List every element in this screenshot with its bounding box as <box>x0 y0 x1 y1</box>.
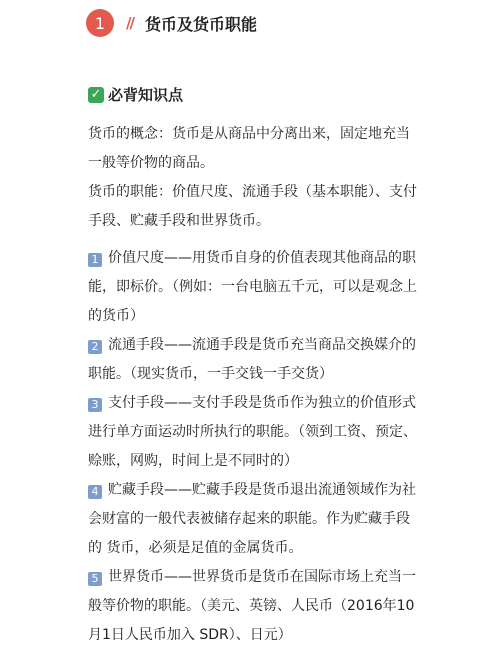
number-4-icon: 4 <box>88 485 102 499</box>
list-item-text: 世界货币——世界货币是货币在国际市场上充当一般等价物的职能。（美元、英镑、人民币（2016年10月1日人民币加入 SDR）、日元） <box>88 569 416 643</box>
list-item <box>88 563 418 650</box>
concept-paragraph: 货币的概念：货币是从商品中分离出来，固定地充当一般等价物的商品。 <box>88 126 410 171</box>
list-item <box>88 476 418 563</box>
slash-divider: // <box>126 14 133 32</box>
list-item <box>88 331 418 389</box>
list-item <box>88 244 418 331</box>
number-5-icon: 5 <box>88 572 102 586</box>
list-item <box>88 389 418 476</box>
list-item-text: 贮藏手段——贮藏手段是货币退出流通领域作为社会财富的一般代表被储存起来的职能。作为贮藏手段的 货币，必须是足值的金属货币。 <box>88 482 416 556</box>
list-item-text: 流通手段——流通手段是货币充当商品交换媒介的职能。（现实货币，一手交钱一手交货） <box>88 337 416 382</box>
functions-paragraph: 货币的职能：价值尺度、流通手段（基本职能）、支付手段、贮藏手段和世界货币。 <box>88 184 417 229</box>
list-item-text: 支付手段——支付手段是货币作为独立的价值形式进行单方面运动时所执行的职能。（领到工资、预定、赊账，网购，时间上是不同时的） <box>88 395 417 469</box>
number-1-icon: 1 <box>88 253 102 267</box>
document-body <box>88 120 418 650</box>
check-mark-icon: ✓ <box>88 87 104 103</box>
knowledge-heading-text: 必背知识点 <box>108 86 184 104</box>
list-item-text: 价值尺度——用货币自身的价值表现其他商品的职能，即标价。（例如：一台电脑五千元，可以是观念上的货币） <box>88 250 417 324</box>
section-number-badge: 1 <box>86 9 114 37</box>
number-3-icon: 3 <box>88 398 102 412</box>
number-2-icon: 2 <box>88 340 102 354</box>
section-header <box>86 6 257 40</box>
knowledge-heading <box>88 84 183 105</box>
page-title: 货币及货币职能 <box>144 14 257 34</box>
